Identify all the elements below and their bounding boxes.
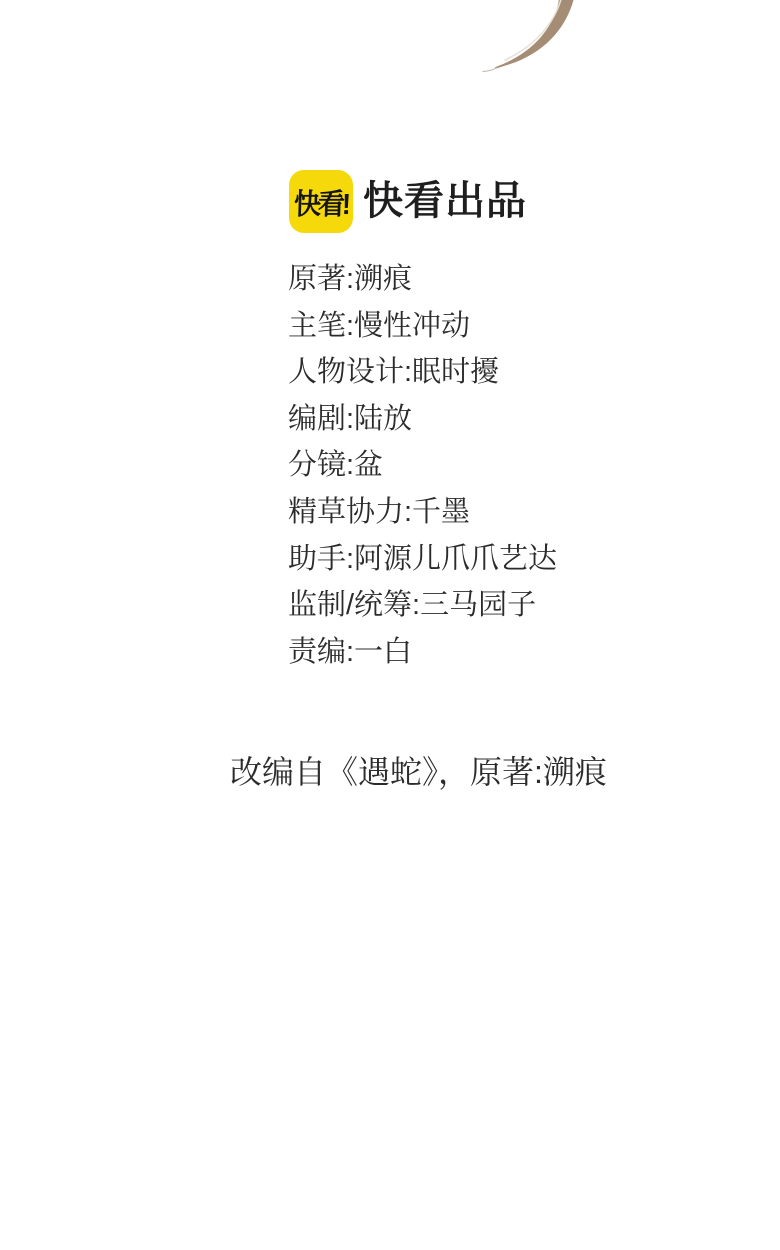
credit-line-lead-artist: 主笔:慢性冲动 bbox=[288, 309, 471, 342]
hair-strand-illustration bbox=[0, 0, 780, 130]
credit-line-draft-assist: 精草协力:千墨 bbox=[288, 495, 471, 528]
kuaikan-logo-badge bbox=[289, 170, 353, 233]
credit-line-original-author: 原著:溯痕 bbox=[288, 263, 413, 295]
hair-strand-tip bbox=[483, 68, 497, 72]
credit-line-character-design: 人物设计:眠时擾 bbox=[288, 356, 500, 389]
credit-line-storyboard: 分镜:盆 bbox=[288, 449, 384, 482]
credit-line-editor: 责编:一白 bbox=[288, 635, 413, 668]
credit-line-screenwriter: 编剧:陆放 bbox=[288, 402, 413, 435]
hair-strand-shape bbox=[495, 0, 575, 68]
credit-line-assistant: 助手:阿源儿爪爪艺达 bbox=[288, 542, 558, 575]
hair-strand-highlight bbox=[505, 0, 562, 60]
kuaikan-logo-text: 快看! bbox=[293, 188, 349, 221]
credits-list bbox=[288, 256, 557, 675]
credit-line-producer: 监制/统筹:三马园子 bbox=[288, 589, 537, 622]
adaptation-note: 改编自《遇蛇》，原著:溯痕 bbox=[230, 754, 607, 790]
publisher-brand-label: 快看出品 bbox=[363, 179, 527, 223]
